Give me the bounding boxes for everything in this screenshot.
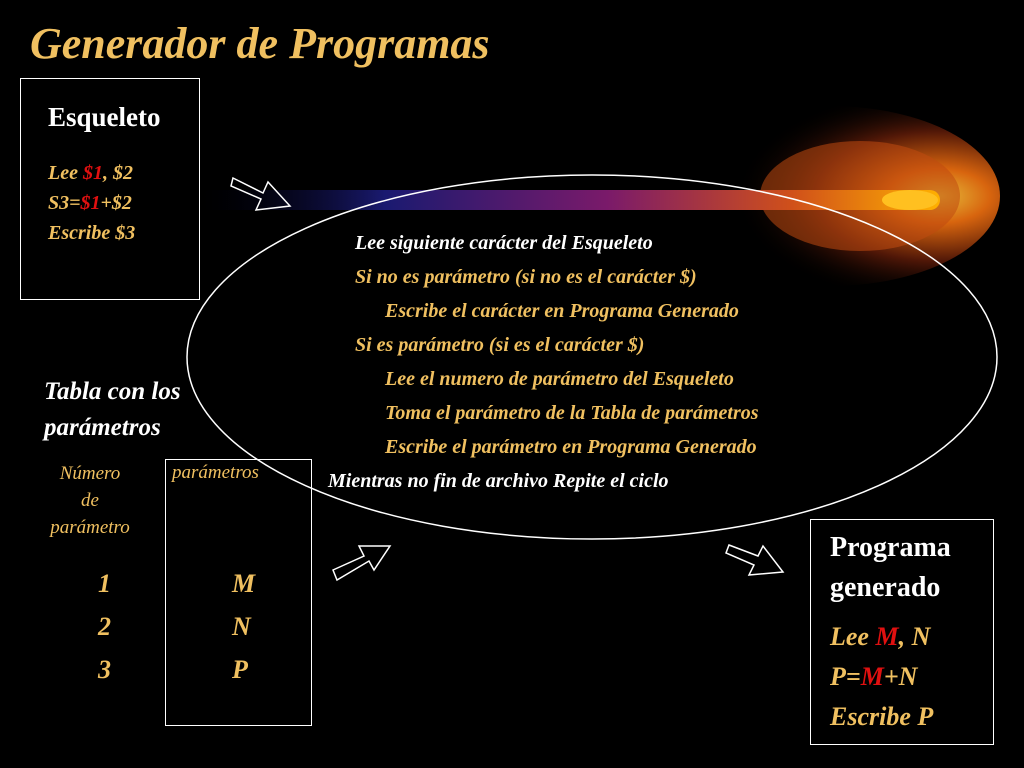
esqueleto-line: S3=$1+$2 [48,192,132,214]
algo-line-5: Lee el numero de parámetro del Esqueleto [385,368,734,390]
param-value: N [232,612,251,641]
programa-line: P=M+N [830,662,918,691]
programa-line: Lee M, N [830,622,931,651]
esqueleto-heading: Esqueleto [48,102,161,132]
arrow-icon [333,546,390,580]
programa-heading: Programa generado [830,532,951,603]
param-value: M [232,569,256,598]
esqueleto-line: Escribe $3 [48,222,136,244]
esqueleto-line: Lee $1, $2 [48,162,133,184]
programa-code [830,617,933,737]
col-param-header: parámetros [172,462,259,483]
param-number: 1 [98,569,111,598]
algo-line-1: Lee siguiente carácter del Esqueleto [355,232,653,254]
algo-line-4: Si es parámetro (si es el carácter $) [355,334,645,356]
param-values [232,562,255,691]
param-number: 2 [98,612,111,641]
tabla-heading: Tabla con los parámetros [44,378,181,441]
algo-line-7: Escribe el parámetro en Programa Generado [385,436,757,458]
programa-line: Escribe P [830,702,934,731]
algo-line-3: Escribe el carácter en Programa Generado [385,300,739,322]
param-number: 3 [98,655,111,684]
col-numero-header: Número de parámetro [50,463,130,538]
param-numbers [98,562,111,691]
algo-line-8: Mientras no fin de archivo Repite el ciclo [328,470,669,492]
arrow-icon [726,545,783,575]
esqueleto-code [48,158,135,248]
param-value: P [232,655,248,684]
page-title: Generador de Programas [30,19,490,68]
algo-line-2: Si no es parámetro (si no es el carácter $) [355,266,697,288]
algo-line-6: Toma el parámetro de la Tabla de parámetros [385,402,759,424]
